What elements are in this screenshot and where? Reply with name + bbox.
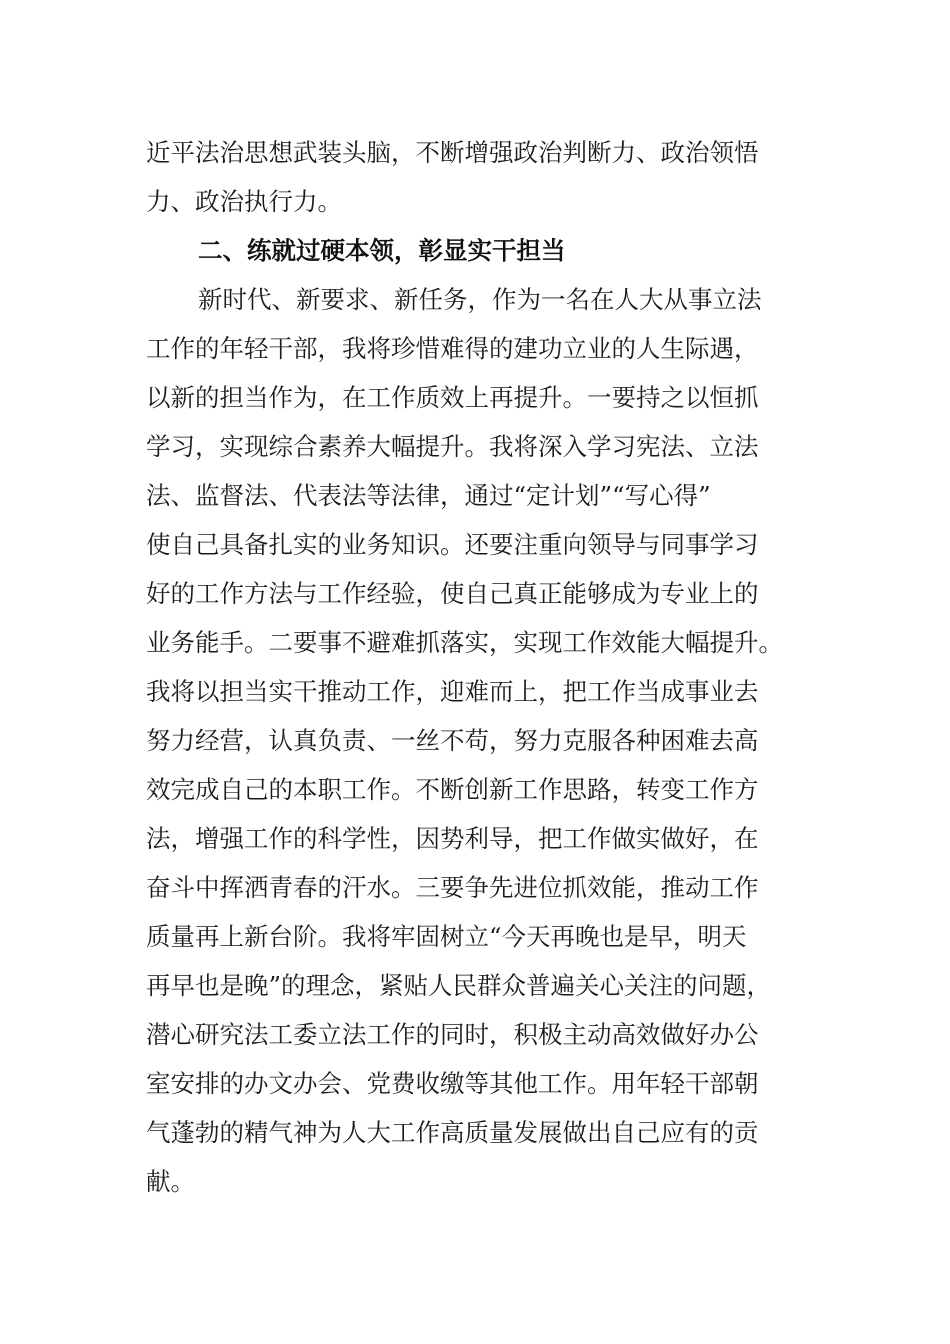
paragraph-line: 我将以担当实干推动工作，迎难而上，把工作当成事业去 — [146, 677, 759, 706]
paragraph-line: 效完成自己的本职工作。不断创新工作思路，转变工作方 — [146, 775, 759, 804]
paragraph-line: 再早也是晚”的理念，紧贴人民群众普遍关心关注的问题， — [146, 971, 772, 1000]
paragraph-line: 质量再上新台阶。我将牢固树立“今天再晚也是早，明天 — [146, 922, 747, 951]
paragraph-line: 室安排的办文办会、党费收缴等其他工作。用年轻干部朝 — [146, 1069, 759, 1098]
paragraph-line: 法，增强工作的科学性，因势利导，把工作做实做好，在 — [146, 824, 759, 853]
paragraph-line: 近平法治思想武装头脑，不断增强政治判断力、政治领悟 — [146, 138, 759, 167]
paragraph-line: 新时代、新要求、新任务，作为一名在人大从事立法 — [198, 285, 762, 314]
paragraph-line: 业务能手。二要事不避难抓落实，实现工作效能大幅提升。 — [146, 628, 783, 657]
paragraph-line: 努力经营，认真负责、一丝不苟，努力克服各种困难去高 — [146, 726, 759, 755]
paragraph-line: 潜心研究法工委立法工作的同时，积极主动高效做好办公 — [146, 1020, 759, 1049]
paragraph-line: 好的工作方法与工作经验，使自己真正能够成为专业上的 — [146, 579, 759, 608]
paragraph-line: 学习，实现综合素养大幅提升。我将深入学习宪法、立法 — [146, 432, 759, 461]
paragraph-line: 奋斗中挥洒青春的汗水。三要争先进位抓效能，推动工作 — [146, 873, 759, 902]
body-text — [146, 128, 806, 1206]
paragraph-line: 法、监督法、代表法等法律，通过“定计划”“写心得” — [146, 481, 711, 510]
paragraph-line: 力、政治执行力。 — [146, 187, 342, 216]
paragraph-line: 献。 — [146, 1167, 195, 1196]
paragraph-line: 工作的年轻干部，我将珍惜难得的建功立业的人生际遇， — [146, 334, 759, 363]
paragraph-line: 使自己具备扎实的业务知识。还要注重向领导与同事学习 — [146, 530, 759, 559]
section-heading: 二、练就过硬本领，彰显实干担当 — [198, 236, 566, 265]
paragraph-line: 以新的担当作为，在工作质效上再提升。一要持之以恒抓 — [146, 383, 759, 412]
paragraph-line: 气蓬勃的精气神为人大工作高质量发展做出自己应有的贡 — [146, 1118, 759, 1147]
